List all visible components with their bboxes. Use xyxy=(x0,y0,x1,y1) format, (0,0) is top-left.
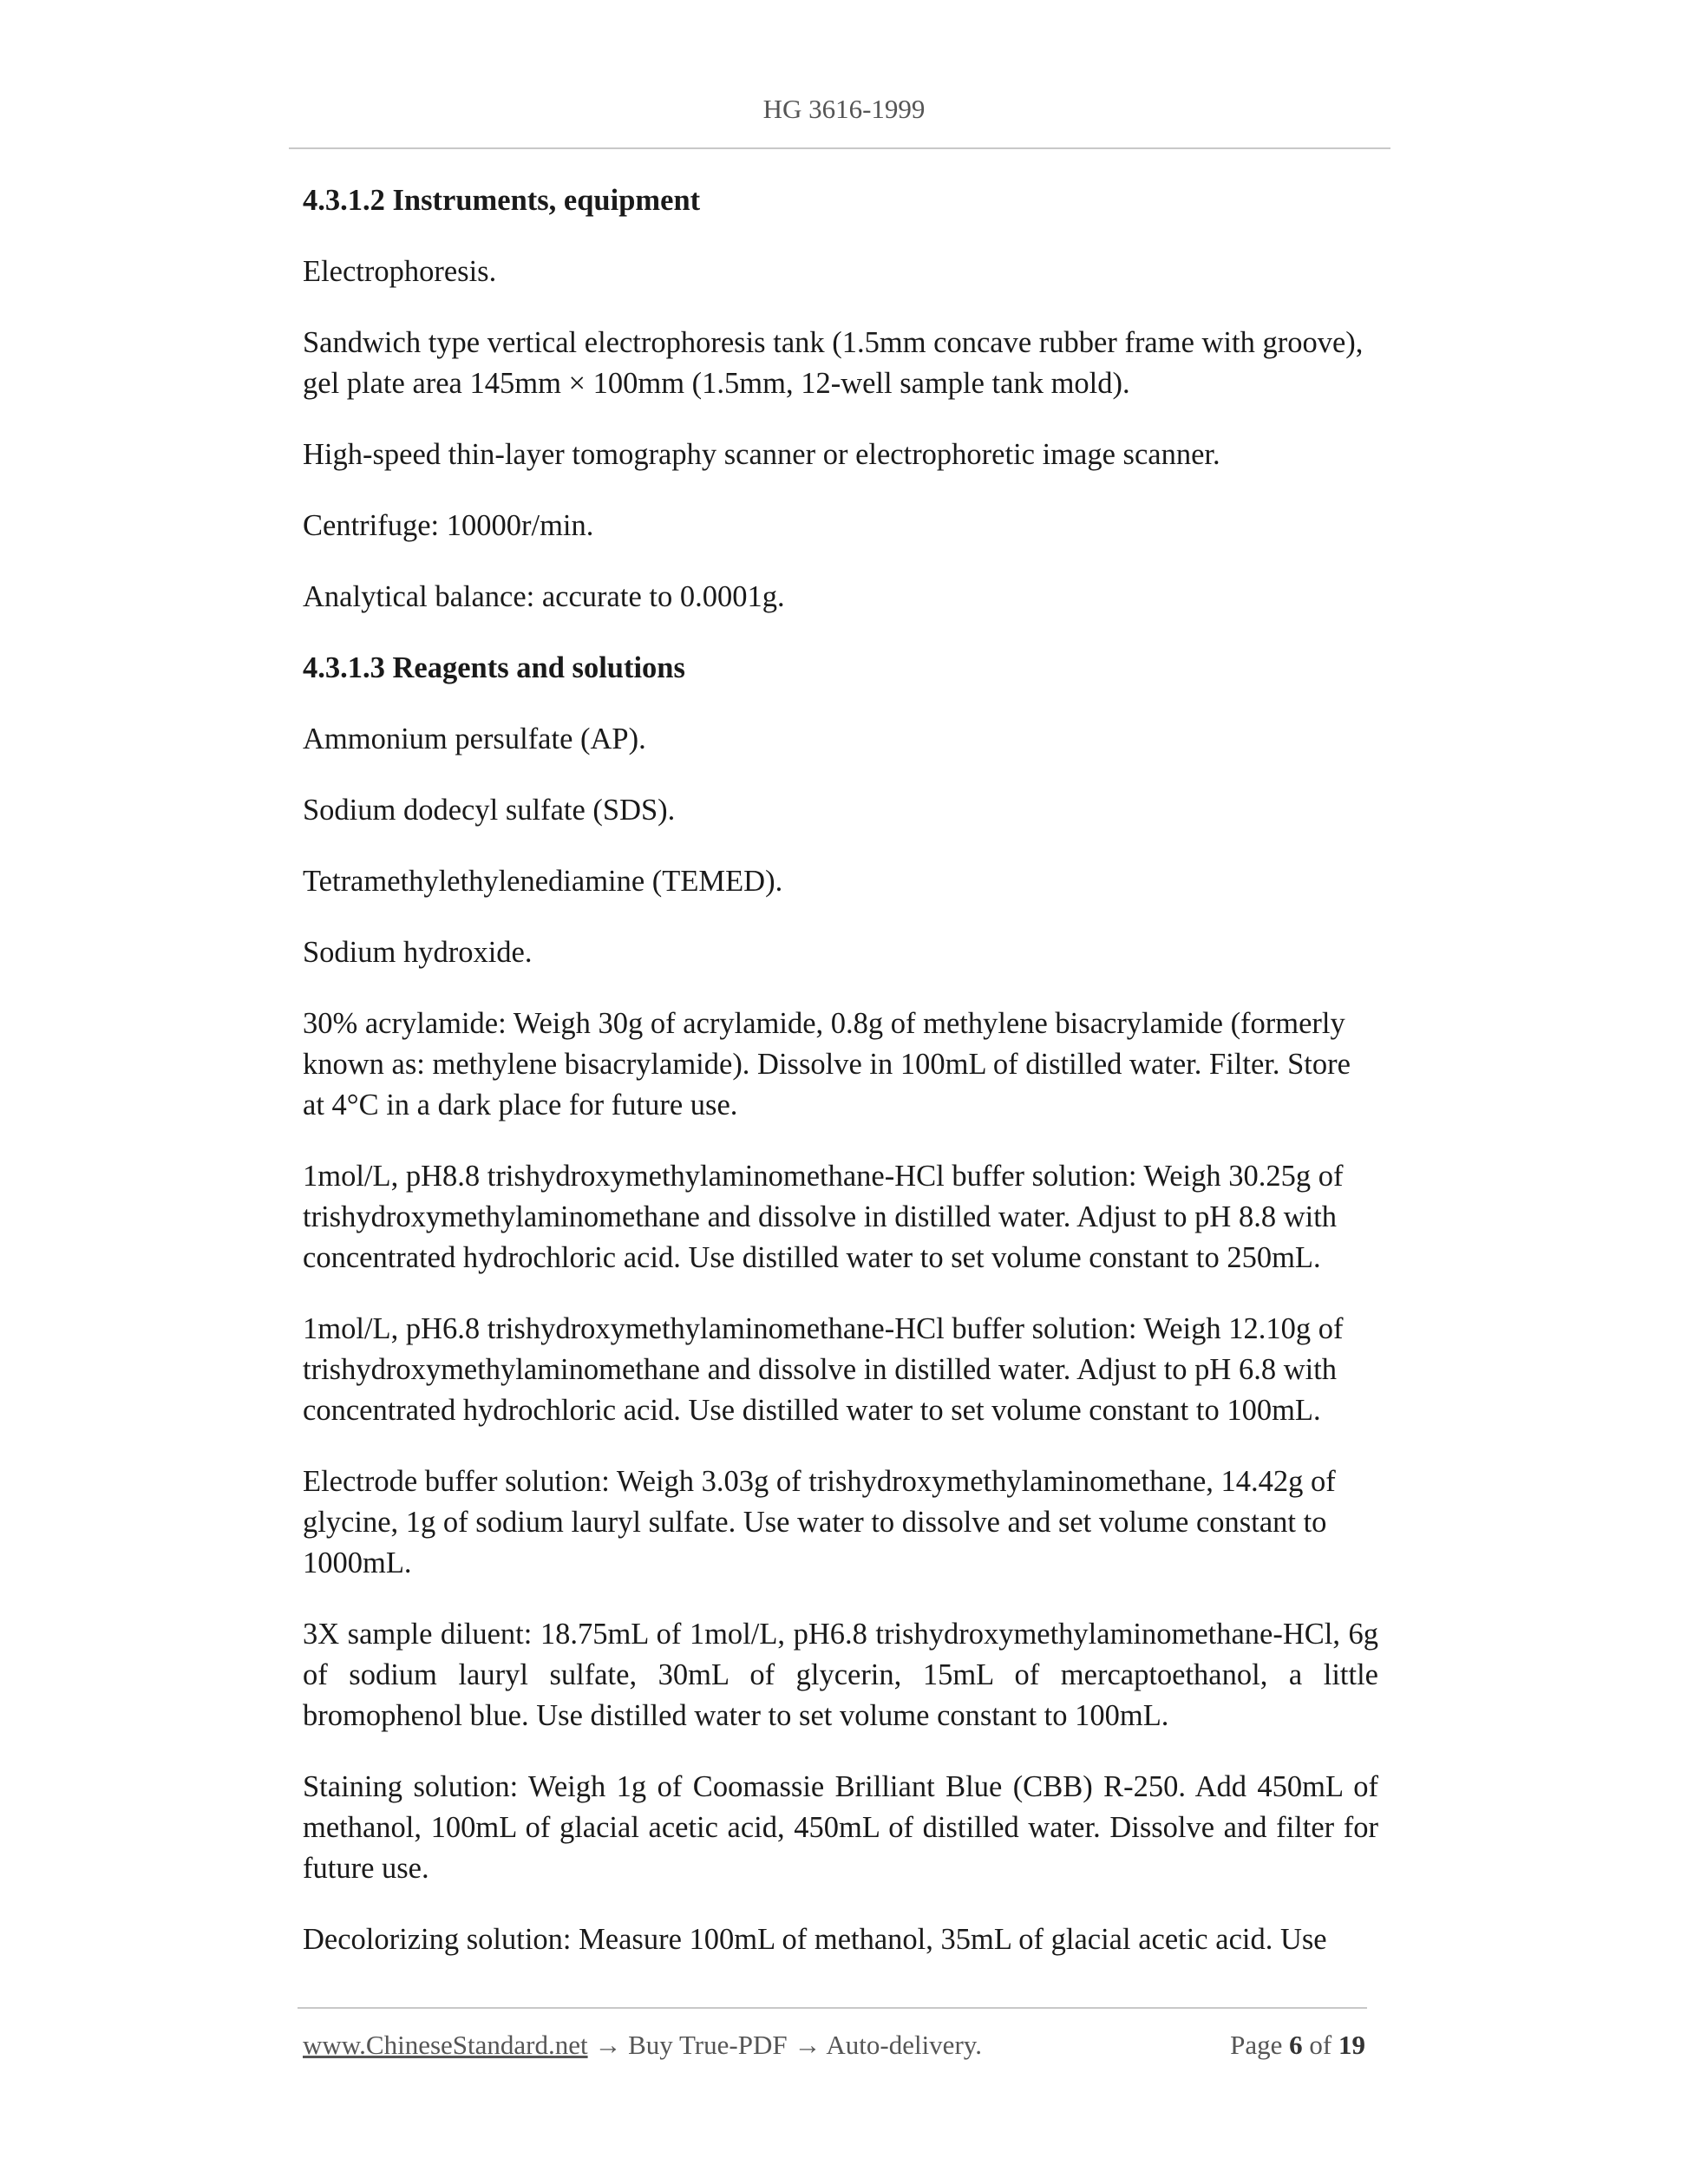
header-divider xyxy=(289,147,1390,149)
paragraph-scanner: High-speed thin-layer tomography scanner or electrophoretic image scanner. xyxy=(303,438,1220,471)
page-current: 6 xyxy=(1289,2030,1303,2060)
page-header-title: HG 3616-1999 xyxy=(762,94,926,124)
paragraph-electrophoresis: Electrophoresis. xyxy=(303,255,497,288)
promo-text: → Buy True-PDF → Auto-delivery. xyxy=(594,2030,982,2060)
paragraph-ammonium-persulfate: Ammonium persulfate (AP). xyxy=(303,723,646,755)
paragraph-buffer-ph68: 1mol/L, pH6.8 trishydroxymethylaminomethane-HCl buffer solution: Weigh 12.10g of trishydroxymethylaminomethane and dissolve in distilled water. Adjust to pH 6.8 with concentrated hydrochloric acid. Use distilled water to set volume constant to 100mL. xyxy=(303,1312,1344,1427)
paragraph-buffer-ph88: 1mol/L, pH8.8 trishydroxymethylaminomethane-HCl buffer solution: Weigh 30.25g of trishydroxymethylaminomethane and dissolve in distilled water. Adjust to pH 8.8 with concentrated hydrochloric acid. Use distilled water to set volume constant to 250mL. xyxy=(303,1160,1344,1274)
paragraph-centrifuge: Centrifuge: 10000r/min. xyxy=(303,509,594,542)
website-link[interactable]: www.ChineseStandard.net xyxy=(303,2030,588,2060)
paragraph-sds: Sodium dodecyl sulfate (SDS). xyxy=(303,794,676,827)
document-body xyxy=(303,180,1378,1960)
paragraph-sodium-hydroxide: Sodium hydroxide. xyxy=(303,936,533,969)
section-heading-reagents: 4.3.1.3 Reagents and solutions xyxy=(303,651,685,684)
paragraph-electrophoresis-tank: Sandwich type vertical electrophoresis tank (1.5mm concave rubber frame with groove), gel plate area 145mm × 100mm (1.5mm, 12-well sample tank mold). xyxy=(303,326,1364,400)
paragraph-acrylamide: 30% acrylamide: Weigh 30g of acrylamide, 0.8g of methylene bisacrylamide (formerly known as: methylene bisacrylamide). Dissolve in 100mL of distilled water. Filter. Store at 4°C in a dark place for future use. xyxy=(303,1007,1351,1121)
paragraph-decolorizing-solution: Decolorizing solution: Measure 100mL of methanol, 35mL of glacial acetic acid. Use xyxy=(303,1923,1327,1956)
paragraph-analytical-balance: Analytical balance: accurate to 0.0001g. xyxy=(303,580,785,613)
page-total: 19 xyxy=(1338,2030,1365,2060)
page-footer xyxy=(303,2030,1365,2061)
paragraph-sample-diluent: 3X sample diluent: 18.75mL of 1mol/L, pH6.8 trishydroxymethylaminomethane-HCl, 6g of sodium lauryl sulfate, 30mL of glycerin, 15mL of mercaptoethanol, a little bromophenol blue. Use distilled water to set volume constant to 100mL. xyxy=(303,1618,1378,1732)
footer-divider xyxy=(298,2007,1367,2009)
page-of-label: of xyxy=(1309,2030,1332,2060)
paragraph-electrode-buffer: Electrode buffer solution: Weigh 3.03g of trishydroxymethylaminomethane, 14.42g of glycine, 1g of sodium lauryl sulfate. Use water to dissolve and set volume constant to 1000mL. xyxy=(303,1465,1336,1579)
page-indicator xyxy=(1230,2030,1365,2061)
section-heading-instruments: 4.3.1.2 Instruments, equipment xyxy=(303,184,701,217)
paragraph-temed: Tetramethylethylenediamine (TEMED). xyxy=(303,865,783,898)
paragraph-staining-solution: Staining solution: Weigh 1g of Coomassie Brilliant Blue (CBB) R-250. Add 450mL of methanol, 100mL of glacial acetic acid, 450mL of distilled water. Dissolve and filter for future use. xyxy=(303,1770,1378,1885)
page-label: Page xyxy=(1230,2030,1283,2060)
